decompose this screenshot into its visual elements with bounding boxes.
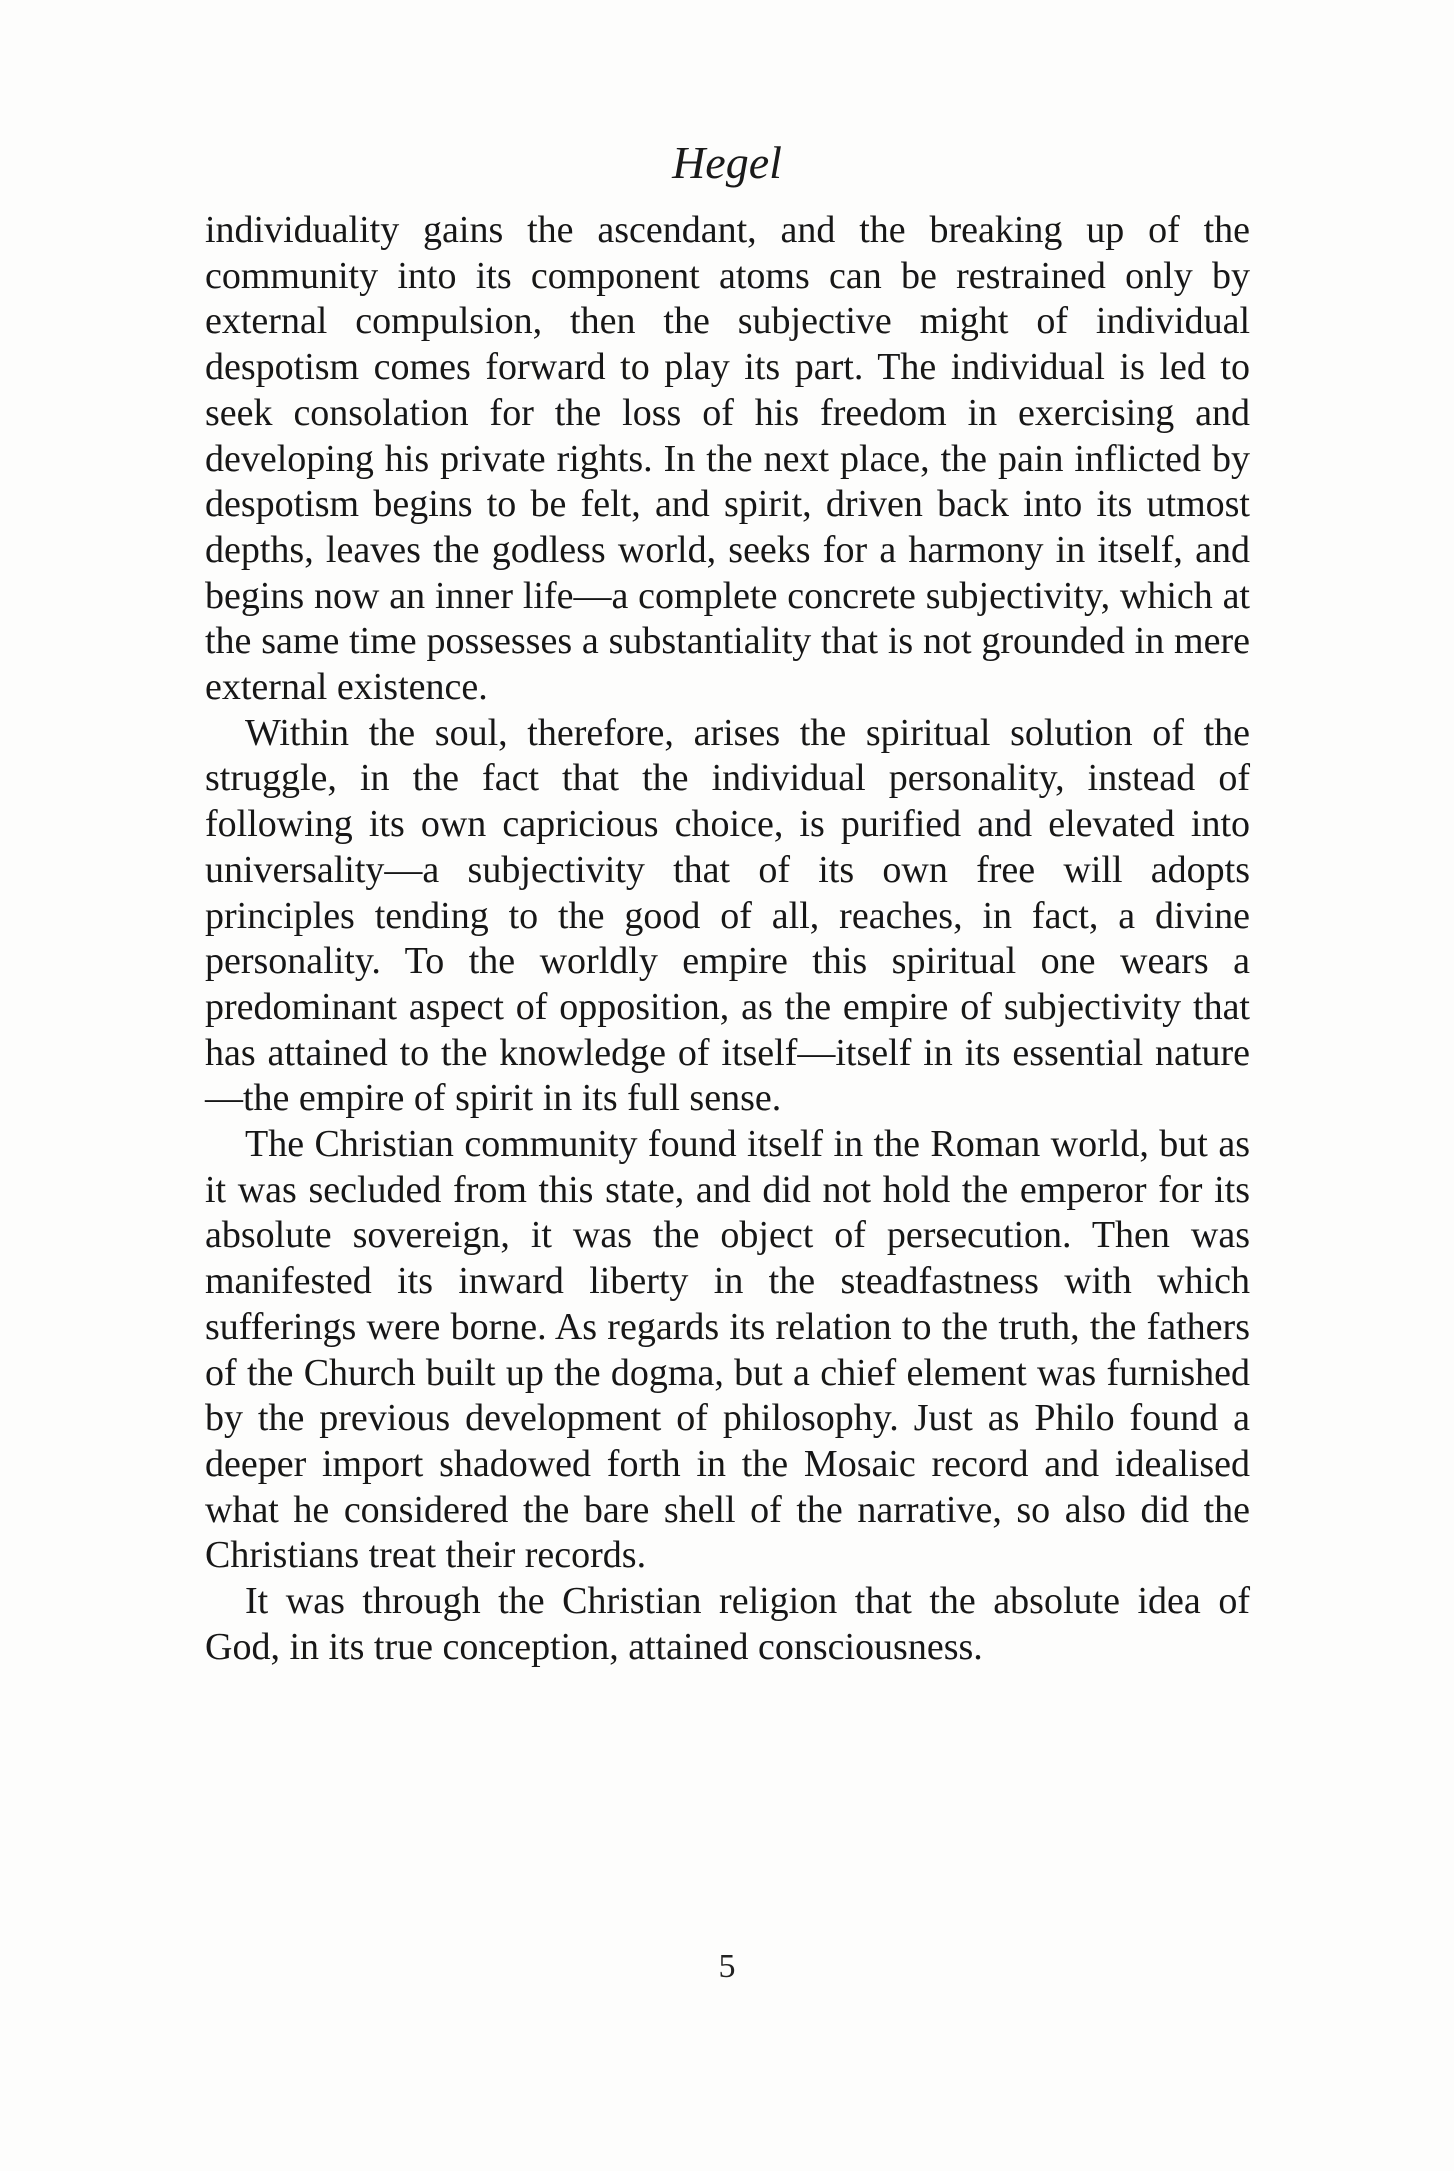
paragraph-2: Within the soul, therefore, arises the spiritual solution of the struggle, in the fact that the individual personality, instead of following its own capricious choice, is purified and elevated into universality—a subjectivity that of its own free will adopts principles tending to the good of all, reaches, in fact, a divine personality. To the worldly empire this spiritual one wears a predominant aspect of opposition, as the empire of subjectivity that has attained to the knowledge of itself—itself in its essential nature —the empire of spirit in its full sense. xyxy=(205,711,1250,1120)
body-text xyxy=(205,208,1250,1671)
paragraph-1: individuality gains the ascendant, and the breaking up of the community into its component atoms can be restrained only by external compulsion, then the subjective might of individual despotism comes forward to play its part. The individual is led to seek consolation for the loss of his freedom in exercising and developing his private rights. In the next place, the pain inflicted by despotism begins to be felt, and spirit, driven back into its utmost depths, leaves the godless world, seeks for a harmony in itself, and begins now an inner life—a complete concrete subjectivity, which at the same time possesses a substantiality that is not grounded in mere external existence. xyxy=(205,209,1250,709)
running-head: Hegel xyxy=(672,137,782,188)
paragraph-3: The Christian community found itself in the Roman world, but as it was secluded from this state, and did not hold the emperor for its absolute sovereign, it was the object of persecution. Then was manifested its inward liberty in the steadfastness with which sufferings were borne. As regards its relation to the truth, the fathers of the Church built up the dogma, but a chief element was furnished by the previous development of philosophy. Just as Philo found a deeper import shadowed forth in the Mosaic record and idealised what he considered the bare shell of the narrative, so also did the Christians treat their records. xyxy=(205,1123,1250,1577)
page-number: 5 xyxy=(718,1948,736,1985)
paragraph-4: It was through the Christian religion that the absolute idea of God, in its true conception, attained consciousness. xyxy=(205,1580,1250,1668)
